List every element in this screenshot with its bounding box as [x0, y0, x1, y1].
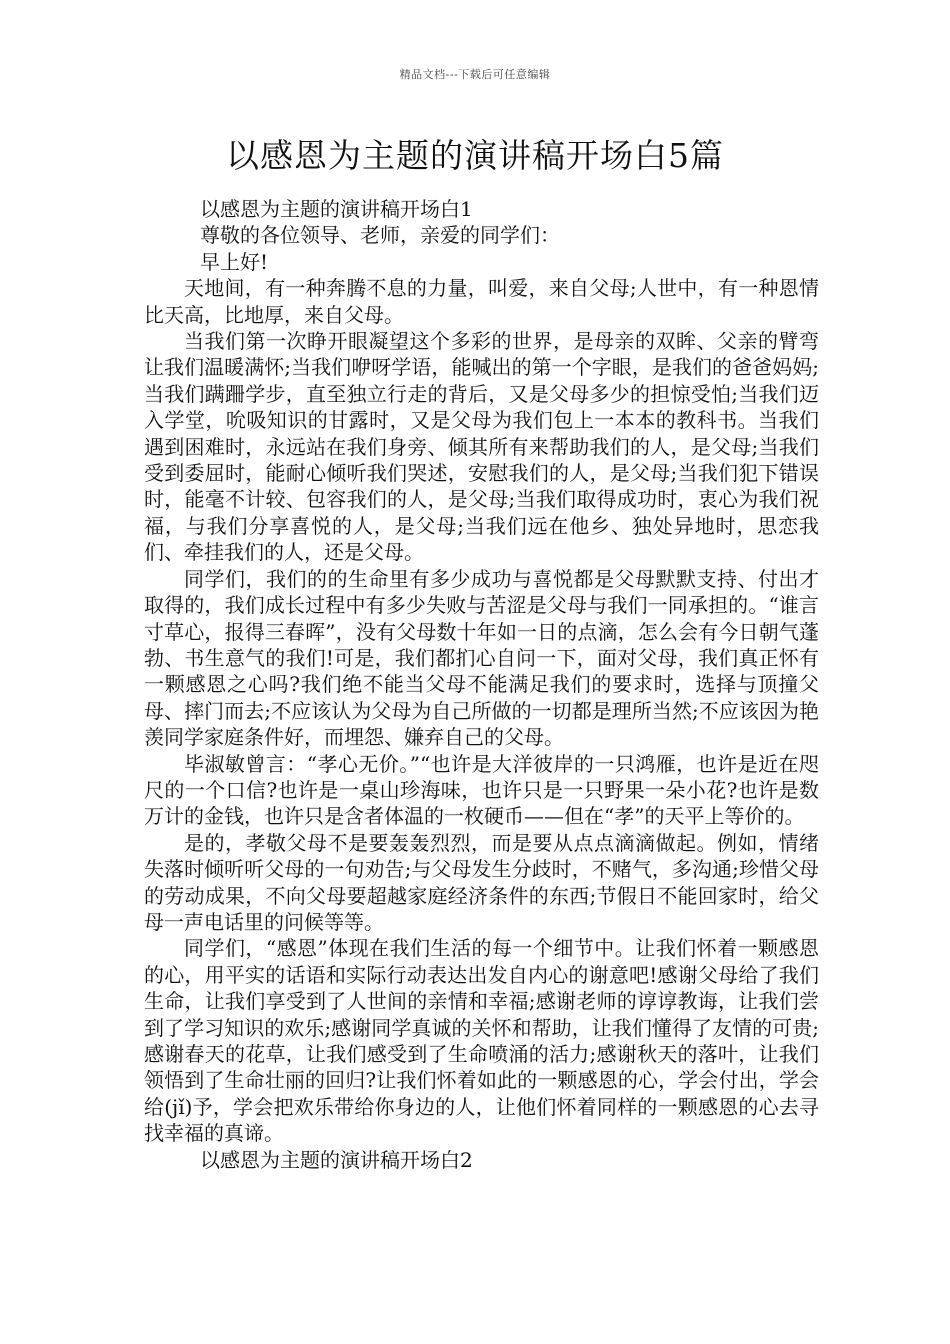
- section-heading-2: 以感恩为主题的演讲稿开场白2: [200, 1147, 473, 1172]
- morning-line: 早上好!: [200, 249, 269, 274]
- paragraph-4: 毕淑敏曾言：“孝心无价。”“也许是大洋彼岸的一只鸿雁，也许是近在咫尺的一个口信?也许是一桌山珍海味，也许只是一只野果一朵小花?也许是数万计的金钱，也许只是含者体温的一枚硬币——但在“孝”的天平上等价的。: [144, 751, 819, 829]
- header-note: 精品文档---下载后可任意编辑: [399, 68, 551, 81]
- document-title: 以感恩为主题的演讲稿开场白5篇: [226, 136, 724, 175]
- section-heading-1: 以感恩为主题的演讲稿开场白1: [200, 197, 473, 221]
- paragraph-1: 天地间，有一种奔腾不息的力量，叫爱，来自父母;人世中，有一种恩情比天高，比地厚，来自父母。: [144, 276, 819, 327]
- greeting-line: 尊敬的各位领导、老师，亲爱的同学们：: [200, 223, 560, 248]
- document-body: [144, 196, 819, 1173]
- paragraph-3: 同学们，我们的的生命里有多少成功与喜悦都是父母默默支持、付出才取得的，我们成长过程中有多少失败与苦涩是父母与我们一同承担的。“谁言寸草心，报得三春晖”，没有父母数十年如一日的点滴，怎么会有今日朝气蓬勃、书生意气的我们!可是，我们都扪心自问一下，面对父母，我们真正怀有一颗感恩之心吗?我们绝不能当父母不能满足我们的要求时，选择与顶撞父母、摔门而去;不应该认为父母为自己所做的一切都是理所当然;不应该因为艳羡同学家庭条件好，而埋怨、嫌弃自己的父母。: [144, 566, 819, 750]
- paragraph-5: 是的，孝敬父母不是要轰轰烈烈，而是要从点点滴滴做起。例如，情绪失落时倾听听父母的一句劝告;与父母发生分歧时，不赌气，多沟通;珍惜父母的劳动成果，不向父母要超越家庭经济条件的东西;节假日不能回家时，给父母一声电话里的问候等等。: [144, 830, 819, 934]
- paragraph-6: 同学们，“感恩”体现在我们生活的每一个细节中。让我们怀着一颗感恩的心，用平实的话语和实际行动表达出发自内心的谢意吧!感谢父母给了我们生命，让我们享受到了人世间的亲情和幸福;感谢老师的谆谆教诲，让我们尝到了学习知识的欢乐;感谢同学真诚的关怀和帮助，让我们懂得了友情的可贵;感谢春天的花草，让我们感受到了生命喷涌的活力;感谢秋天的落叶，让我们领悟到了生命壮丽的回归?让我们怀着如此的一颗感恩的心，学会付出，学会给(jǐ)予，学会把欢乐带给你身边的人，让他们怀着同样的一颗感恩的心去寻找幸福的真谛。: [144, 936, 819, 1146]
- paragraph-2: 当我们第一次睁开眼凝望这个多彩的世界，是母亲的双眸、父亲的臂弯让我们温暖满怀;当我们咿呀学语，能喊出的第一个字眼，是我们的爸爸妈妈;当我们蹒跚学步，直至独立行走的背后，又是父母多少的担惊受怕;当我们迈入学堂，吮吸知识的甘露时，又是父母为我们包上一本本的教科书。当我们遇到困难时，永远站在我们身旁、倾其所有来帮助我们的人，是父母;当我们受到委屈时，能耐心倾听我们哭述，安慰我们的人，是父母;当我们犯下错误时，能毫不计较、包容我们的人，是父母;当我们取得成功时，衷心为我们祝福，与我们分享喜悦的人，是父母;当我们远在他乡、独处异地时，思恋我们、牵挂我们的人，还是父母。: [144, 329, 819, 565]
